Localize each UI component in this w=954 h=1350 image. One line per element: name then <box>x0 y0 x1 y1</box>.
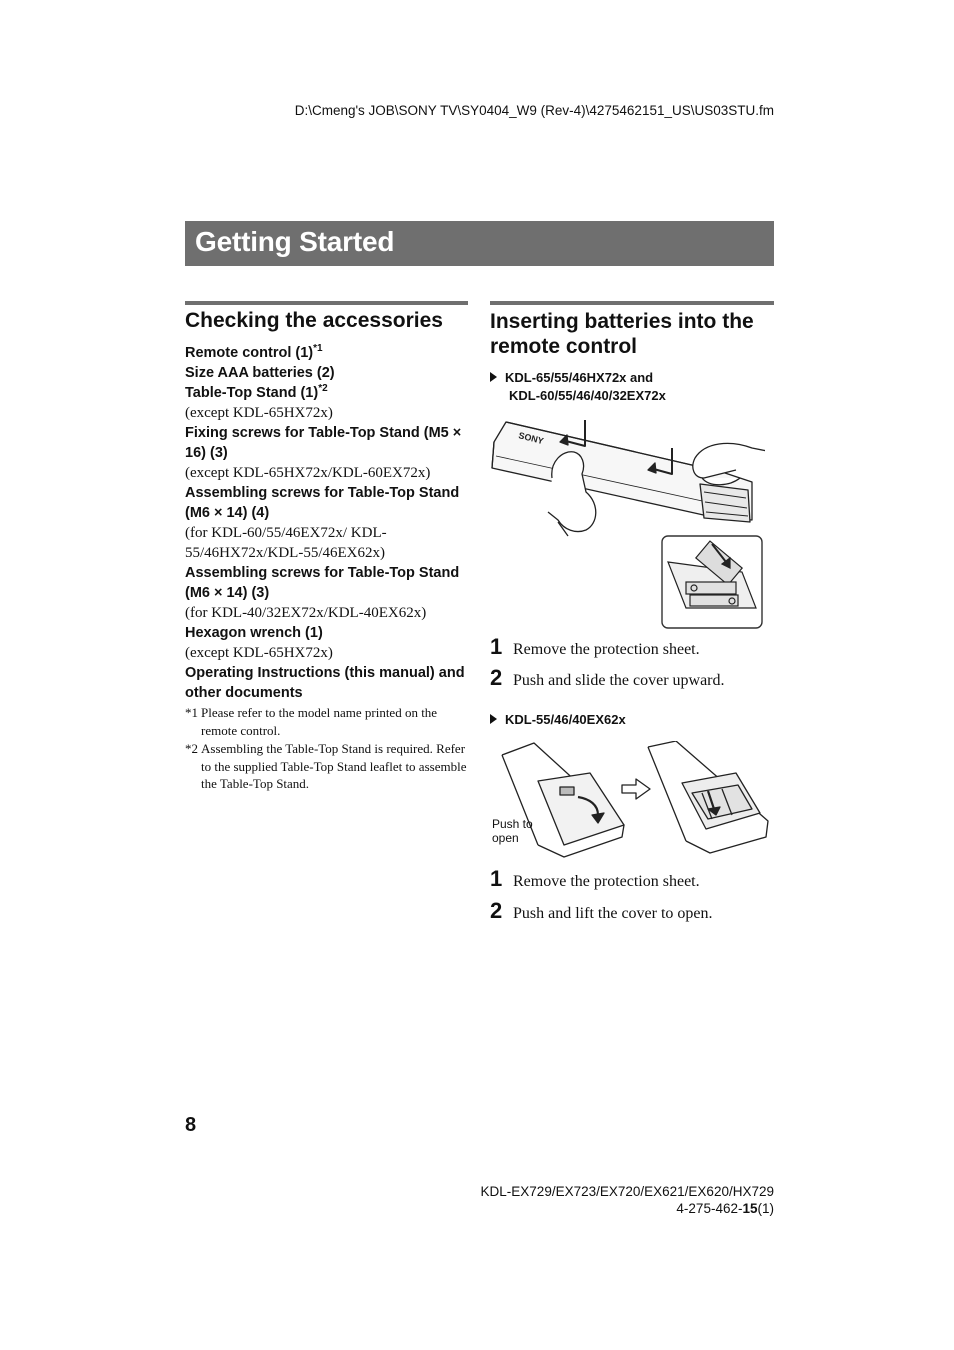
accessory-note: (except KDL-65HX72x) <box>185 405 333 421</box>
accessory-note: (for KDL-40/32EX72x/KDL-40EX62x) <box>185 605 427 621</box>
page-number: 8 <box>185 1114 197 1136</box>
file-path: D:\Cmeng's JOB\SONY TV\SY0404_W9 (Rev-4)\4275462151_US\US03STU.fm <box>294 103 774 118</box>
banner-title: Getting Started <box>195 226 395 257</box>
accessory-item: Fixing screws for Table-Top Stand (M5 × 16) (3) <box>185 425 462 461</box>
battery-inset-icon <box>662 536 762 628</box>
accessory-item: Size AAA batteries (2) <box>185 365 335 381</box>
accessories-list <box>185 343 470 793</box>
accessory-item: Table-Top Stand $(1)^{*2}$ <box>185 383 328 401</box>
triangle-bullet-icon <box>490 372 497 382</box>
step-item: 1 Remove the protection sheet. <box>490 634 700 659</box>
left-column-rule <box>185 301 468 305</box>
model-subheading: KDL-55/46/40EX62x <box>490 711 626 729</box>
footnote: *2 Assembling the Table-Top Stand is required. Refer to the supplied Table-Top Stand leaflet to assemble the Table-Top Stand. <box>185 741 467 791</box>
footnote: *1 Please refer to the model name printed on the remote control. <box>185 705 438 738</box>
sony-logo: SONY <box>517 430 545 447</box>
remote-battery-figure-1 <box>490 412 765 630</box>
accessory-item: Remote control $(1)^{*1}$ <box>185 343 323 361</box>
accessory-note: (except KDL-65HX72x/KDL-60EX72x) <box>185 465 431 481</box>
footer-models: KDL-EX729/EX723/EX720/EX621/EX620/HX729 4-275-462-15(1) <box>480 1184 774 1216</box>
accessory-item: Assembling screws for Table-Top Stand (M6 × 14) (4) <box>185 485 460 521</box>
accessory-note: (except KDL-65HX72x) <box>185 645 333 661</box>
accessories-heading: Checking the accessories <box>185 309 443 332</box>
step-item: 2 Push and slide the cover upward. <box>490 665 725 690</box>
right-column-rule <box>490 301 774 305</box>
batteries-heading: Inserting batteries into the remote control <box>490 310 754 358</box>
push-to-open-label: open <box>492 831 519 845</box>
remote-battery-figure-2 <box>490 741 770 861</box>
accessory-item: Assembling screws for Table-Top Stand (M6 × 14) (3) <box>185 565 460 601</box>
step-item: 1 Remove the protection sheet. <box>490 866 700 891</box>
accessory-note: (for KDL-60/55/46EX72x/ KDL-55/46HX72x/KDL-55/46EX62x) <box>185 525 387 561</box>
accessory-item: Hexagon wrench (1) <box>185 625 323 641</box>
step-item: 2 Push and lift the cover to open. <box>490 898 713 923</box>
accessory-item: Operating Instructions (this manual) and other documents <box>185 665 465 701</box>
push-to-open-label: Push to <box>492 817 533 831</box>
model-subheading: KDL-65/55/46HX72x and KDL-60/55/46/40/32EX72x <box>490 369 666 405</box>
triangle-bullet-icon <box>490 714 497 724</box>
